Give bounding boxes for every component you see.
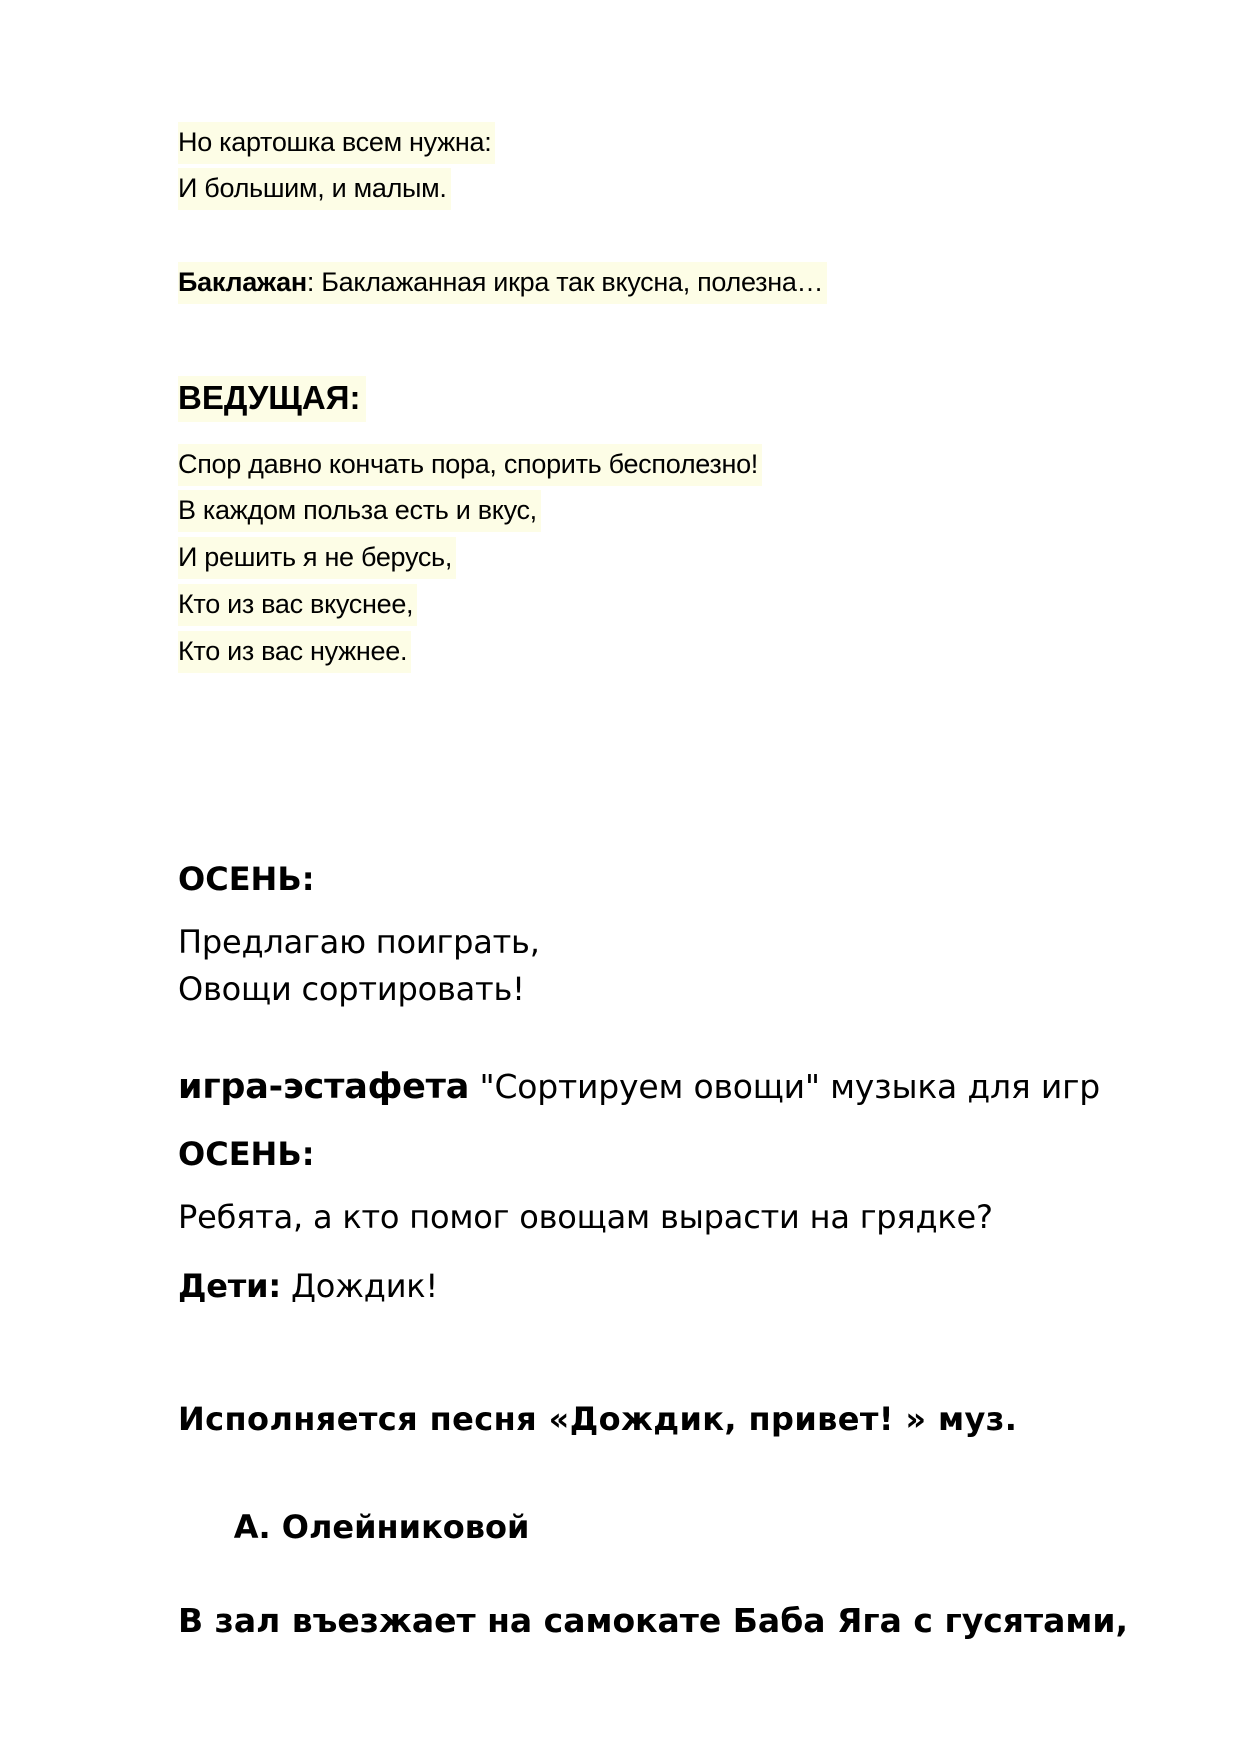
speaker-kids: Дети:	[178, 1267, 281, 1305]
question-text: Ребята, а кто помог овощам вырасти на грядке?	[178, 1198, 993, 1236]
kids-line	[178, 1267, 438, 1305]
stage-direction	[178, 1601, 1128, 1641]
verse-text: Спор давно кончать пора, спорить бесполезно!	[178, 449, 759, 479]
verse-text: Овощи сортировать!	[178, 970, 525, 1008]
song-line	[178, 1400, 1017, 1438]
game-title: игра-эстафета	[178, 1067, 470, 1107]
verse-line	[178, 168, 451, 210]
game-line	[178, 1066, 1100, 1108]
speaker-colon: :	[306, 267, 315, 297]
verse-text: Предлагаю поиграть,	[178, 923, 540, 961]
stage-direction-text: В зал въезжает на самокате Баба Яга с гусятами,	[178, 1601, 1128, 1640]
verse-text: Кто из вас вкуснее,	[178, 589, 414, 619]
song-composer: А. Олейниковой	[222, 1508, 530, 1547]
verse-line	[178, 970, 525, 1008]
heading-text: ОСЕНЬ:	[178, 860, 315, 898]
verse-line	[178, 122, 495, 164]
host-heading	[178, 376, 366, 422]
autumn-heading	[178, 860, 315, 898]
heading-text: ОСЕНЬ:	[178, 1135, 315, 1173]
question-line	[178, 1198, 993, 1236]
song-line	[178, 1470, 529, 1585]
verse-text: В каждом польза есть и вкус,	[178, 495, 537, 525]
autumn-heading	[178, 1135, 315, 1173]
verse-line	[178, 923, 540, 961]
verse-line	[178, 584, 417, 626]
eggplant-text: Баклажанная икра так вкусна, полезна…	[314, 267, 824, 297]
speaker-eggplant: Баклажан	[178, 267, 307, 297]
kids-answer: Дождик!	[280, 1267, 439, 1305]
song-text: Исполняется песня «Дождик, привет! » муз.	[178, 1400, 1018, 1438]
game-description: "Сортируем овощи" музыка для игр	[469, 1067, 1100, 1106]
verse-text: И большим, и малым.	[178, 173, 447, 203]
heading-text: ВЕДУЩАЯ:	[178, 379, 361, 416]
verse-text: Но картошка всем нужна:	[178, 127, 492, 157]
verse-line	[178, 631, 411, 673]
verse-line	[178, 537, 456, 579]
verse-line	[178, 444, 762, 486]
eggplant-line	[178, 262, 827, 304]
verse-text: И решить я не берусь,	[178, 542, 453, 572]
verse-text: Кто из вас нужнее.	[178, 636, 408, 666]
verse-line	[178, 490, 541, 532]
